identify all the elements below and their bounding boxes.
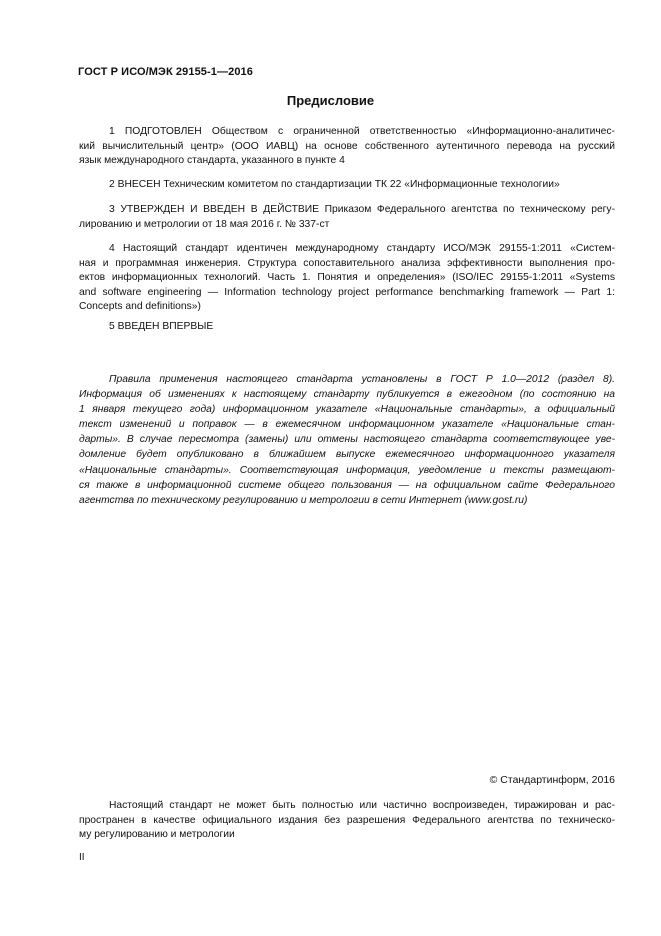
notice-line: агентства по техническому регулированию и метрологии в сети Интернет (www.gost.ru) [79,494,528,506]
foreword-item-2 [79,178,615,193]
text-line: лированию и метрологии от 18 мая 2016 г. № 337-ст [79,218,330,230]
legal-line: Настоящий стандарт не может быть полностью или частично воспроизведен, тиражирован и рас- [109,800,615,811]
reproduction-restriction-text [79,799,615,843]
notice-line: текст изменений и поправок — в ежемесячном информационном указателе «Национальные стан- [79,419,615,431]
notice-line: Правила применения настоящего стандарта установлены в ГОСТ Р 1.0—2012 (раздел 8). [109,374,615,385]
text-line: and software engineering — Information technology project performance benchmarking framework — Part 1: [79,286,615,298]
legal-line: му регулированию и метрологии [79,829,235,841]
foreword-item-5 [79,320,615,335]
legal-line: пространен в качестве официального издания без разрешения Федерального агентства по техническо- [79,814,615,826]
section-title: Предисловие [286,93,375,108]
text-line: Concepts and definitions») [79,301,201,313]
text-line: 4 Настоящий стандарт идентичен международному стандарту ИСО/МЭК 29155-1:2011 «Систем- [109,243,615,254]
text-line: 3 УТВЕРЖДЕН И ВВЕДЕН В ДЕЙСТВИЕ Приказом Федерального агентства по техническому регу- [109,204,615,215]
notice-line: домление будет опубликовано в ближайшем выпуске ежемесячного информационного указателя [79,449,615,461]
page-number: II [79,852,85,863]
notice-line: «Национальные стандарты». Соответствующая информация, уведомление и тексты размещают- [79,464,615,476]
foreword-item-1 [79,125,615,169]
foreword-item-4 [79,242,615,315]
text-line: кий вычислительный центр» (ООО ИАВЦ) на основе собственного аутентичного перевода на русский [79,140,615,152]
notice-line: дарты». В случае пересмотра (замены) или отмены настоящего стандарта соответствующее уве- [79,434,615,446]
text-line: 1 ПОДГОТОВЛЕН Обществом с ограниченной ответственностью «Информационно-аналитичес- [109,126,615,137]
text-line: язык международного стандарта, указанного в пункте 4 [79,155,345,167]
document-code-header: ГОСТ Р ИСО/МЭК 29155-1—2016 [78,66,253,78]
notice-line: 1 января текущего года) информационном указателе «Национальные стандарты», а официальный [79,404,615,416]
text-line: ектов информационных технологий. Часть 1. Понятия и определения» (ISO/IEC 29155-1:2011 «Systems [79,272,615,284]
notice-line: ся также в информационной системе общего пользования — на официальном сайте Федерального [79,479,615,491]
text-line: 2 ВНЕСЕН Техническим комитетом по стандартизации ТК 22 «Информационные технологии» [109,179,560,190]
text-line: 5 ВВЕДЕН ВПЕРВЫЕ [109,321,214,332]
notice-line: Информация об изменениях к настоящему стандарту публикуется в ежегодном (по состоянию на [79,389,615,401]
copyright-notice: © Стандартинформ, 2016 [489,774,615,786]
foreword-item-3 [79,203,615,232]
text-line: ная и программная инженерия. Структура сопоставительного анализа эффективности выполнения про- [79,257,615,269]
application-rules-notice [79,372,615,508]
